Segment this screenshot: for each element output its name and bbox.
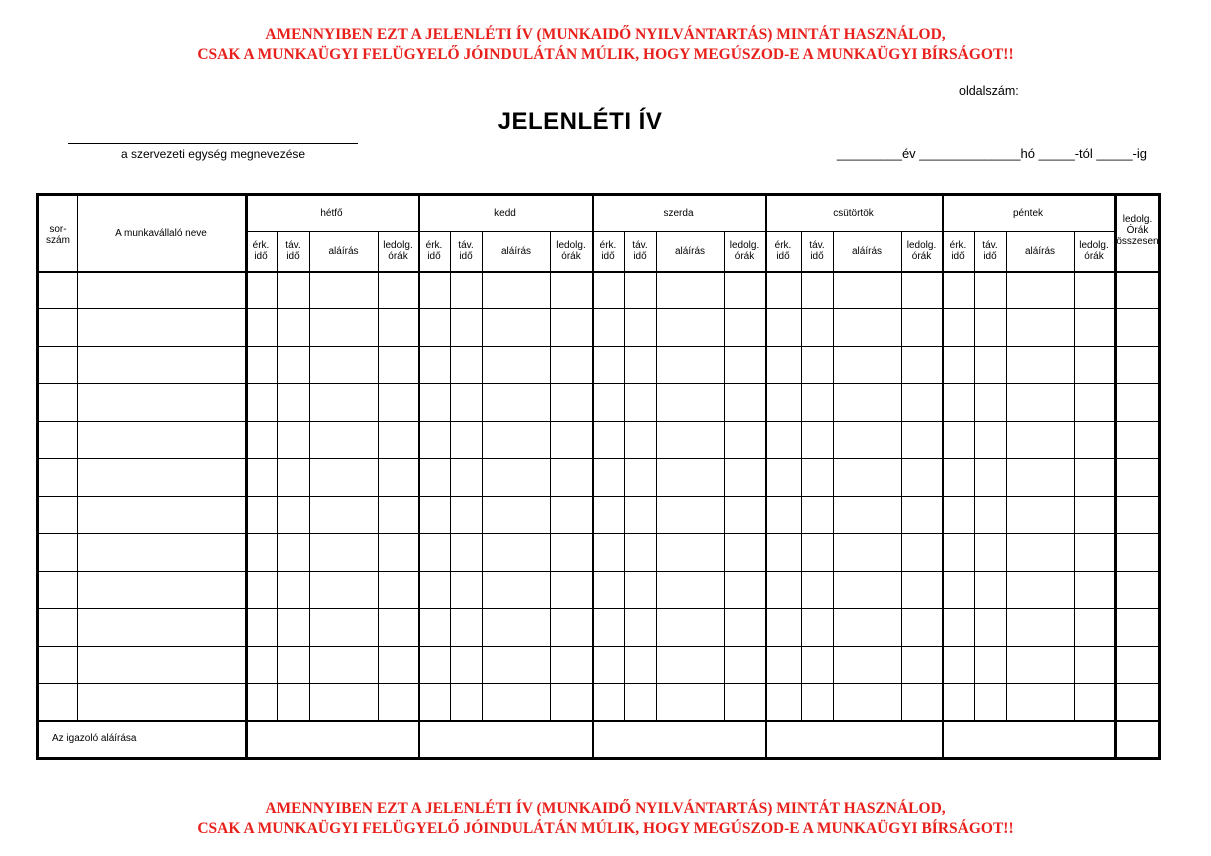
day-subcol-line [624,231,625,720]
name-header: A munkavállaló neve [115,228,207,239]
day-subheader: érk. idő [425,240,443,262]
warning-top-line2: CSAK A MUNKAÜGYI FELÜGYELŐ JÓINDULÁTÁN MÚLIK, HOGY MEGÚSZOD-E A MUNKAÜGYI BÍRSÁGOT!! [197,46,1014,63]
row-line [39,646,1158,647]
warning-bottom-line1: AMENNYIBEN EZT A JELENLÉTI ÍV (MUNKAIDŐ NYILVÁNTARTÁS) MINTÁT HASZNÁLOD, [265,800,946,817]
day-subcol-line [974,231,975,720]
day-subheader: aláírás [851,245,882,257]
day-subheader: aláírás [328,245,359,257]
row-line [39,571,1158,572]
period-field[interactable]: _________év ______________hó _____-tól _____-ig [836,146,1147,161]
day-subheader: táv. idő [982,240,998,262]
day-header-5: péntek [1012,208,1044,219]
day-subcol-line [277,231,278,720]
row-line [39,496,1158,497]
row-line [39,346,1158,347]
total-col-line [1114,196,1117,757]
total-header: ledolg. Órák összesen [1116,214,1159,247]
day-subheader: érk. idő [599,240,617,262]
day-subcol-line [1074,231,1075,720]
day-divider-line [765,196,767,757]
warning-top [0,25,1211,65]
day-divider-line [942,196,944,757]
warning-bottom-line2: CSAK A MUNKAÜGYI FELÜGYELŐ JÓINDULÁTÁN MÚLIK, HOGY MEGÚSZOD-E A MUNKAÜGYI BÍRSÁGOT!! [197,820,1014,837]
row-line [39,533,1158,534]
serial-col-line [77,196,78,720]
signature-label: Az igazoló aláírása [52,733,137,744]
day-subcol-line [901,231,902,720]
day-divider-line [418,196,420,757]
header-bottom-line [39,271,1158,273]
day-subheader: táv. idő [632,240,648,262]
day-header-1: hétfő [320,208,343,219]
day-header-4: csütörtök [833,208,874,219]
row-line [39,608,1158,609]
day-subcol-line [482,231,483,720]
day-subheader: táv. idő [458,240,474,262]
day-subcol-line [801,231,802,720]
day-subheader: érk. idő [252,240,270,262]
day-subcol-line [724,231,725,720]
serial-header: sor- szám [46,224,70,246]
org-name-line[interactable] [68,143,358,144]
day-divider-line [592,196,594,757]
day-subheader: táv. idő [809,240,825,262]
day-subheader: ledolg. órák [729,240,760,262]
page-number-label: oldalszám: [959,84,1019,98]
day-header-2: kedd [494,208,516,219]
day-subheader: ledolg. órák [556,240,586,262]
day-subheader: aláírás [500,245,531,257]
name-col-line [245,196,248,757]
day-header-3: szerda [663,208,694,219]
warning-top-line1: AMENNYIBEN EZT A JELENLÉTI ÍV (MUNKAIDŐ NYILVÁNTARTÁS) MINTÁT HASZNÁLOD, [265,26,946,43]
day-subheader: aláírás [674,245,705,257]
day-subcol-line [550,231,551,720]
day-subheader: ledolg. órák [1079,240,1109,262]
day-subcol-line [450,231,451,720]
day-subcol-line [309,231,310,720]
row-line [39,308,1158,309]
row-line [39,421,1158,422]
day-subheader: érk. idő [949,240,967,262]
day-subcol-line [378,231,379,720]
attendance-table [36,193,1161,760]
day-subcol-line [833,231,834,720]
day-subcol-line [656,231,657,720]
row-line [39,383,1158,384]
day-subheader: aláírás [1024,245,1055,257]
day-subheader: táv. idő [285,240,301,262]
day-subheader: ledolg. órák [383,240,413,262]
row-line [39,683,1158,684]
warning-bottom [0,799,1211,839]
day-subcol-line [1006,231,1007,720]
day-subheader: érk. idő [774,240,792,262]
day-subheader: ledolg. órák [906,240,937,262]
org-name-label: a szervezeti egység megnevezése [120,147,306,161]
row-line [39,458,1158,459]
page-title: JELENLÉTI ÍV [497,108,663,135]
